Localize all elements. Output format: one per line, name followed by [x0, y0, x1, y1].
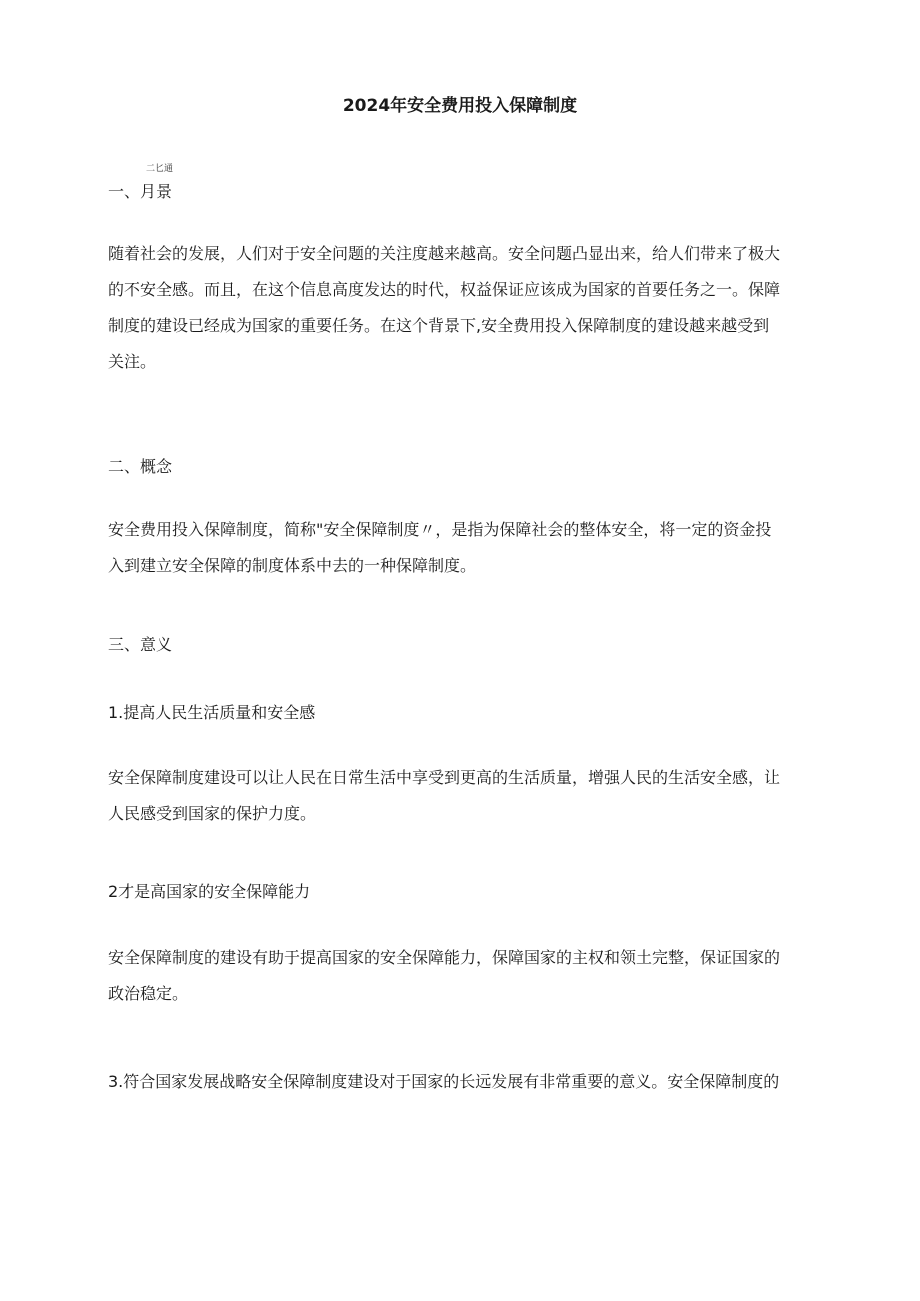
paragraph-line: 安全保障制度建设可以让人民在日常生活中享受到更高的生活质量，增强人民的生活安全感，让: [108, 768, 781, 787]
paragraph-line: 随着社会的发展，人们对于安全问题的关注度越来越高。安全问题凸显出来，给人们带来了极大: [108, 244, 781, 263]
section-concept-paragraph: [108, 512, 818, 584]
paragraph-line: 入到建立安全保障的制度体系中去的一种保障制度。: [108, 556, 477, 575]
item-heading-1: 1.提高人民生活质量和安全感: [108, 703, 316, 722]
paragraph-line: 的不安全感。而且，在这个信息高度发达的时代，权益保证应该成为国家的首要任务之一。保障: [108, 280, 781, 299]
paragraph-line: 人民感受到国家的保护力度。: [108, 804, 317, 823]
document-title: 2024年安全费用投入保障制度: [342, 96, 578, 116]
paragraph-line: 制度的建设已经成为国家的重要任务。在这个背景下,安全费用投入保障制度的建设越来越受到: [108, 316, 770, 335]
section-heading-significance: 三、意义: [108, 635, 173, 654]
section-heading-background: 一、月景: [108, 182, 173, 201]
paragraph-line: 安全保障制度的建设有助于提高国家的安全保障能力，保障国家的主权和领土完整，保证国家的: [108, 948, 781, 967]
paragraph-line: 安全费用投入保障制度，简称"安全保障制度〃，是指为保障社会的整体安全，将一定的资金投: [108, 520, 772, 539]
item-heading-2: 2才是高国家的安全保障能力: [108, 882, 311, 901]
section-background-paragraph: [108, 236, 818, 380]
small-annotation: 二匕通: [146, 164, 174, 174]
paragraph-line: 关注。: [108, 352, 157, 371]
item-3-paragraph: [108, 1064, 818, 1100]
item-1-paragraph: [108, 760, 818, 832]
paragraph-line: 政治稳定。: [108, 984, 189, 1003]
item-2-paragraph: [108, 940, 818, 1012]
paragraph-line: 3.符合国家发展战略安全保障制度建设对于国家的长远发展有非常重要的意义。安全保障制度的: [108, 1072, 780, 1091]
section-heading-concept: 二、概念: [108, 457, 173, 476]
